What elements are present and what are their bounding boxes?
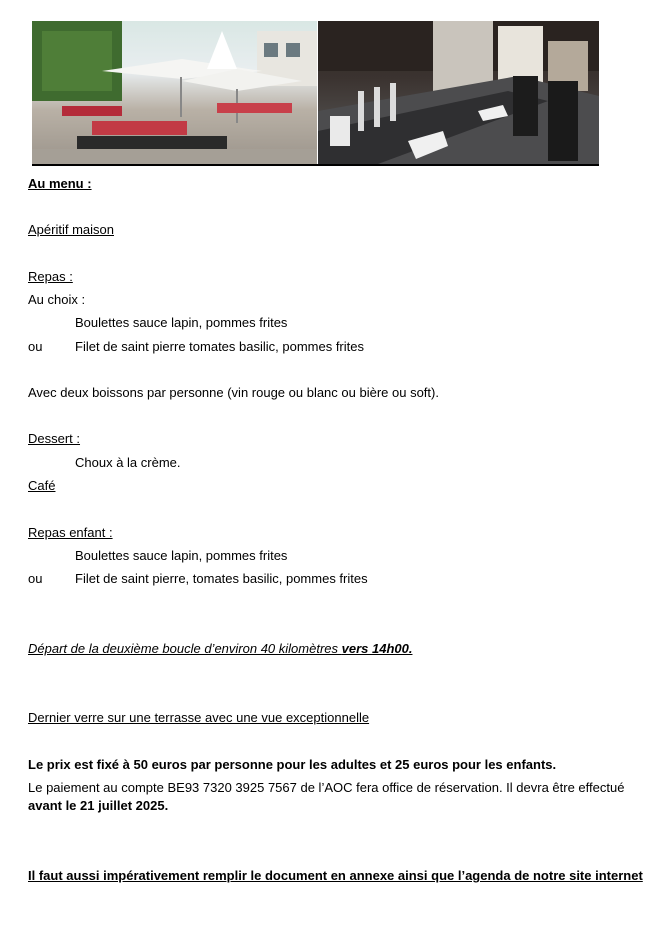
deadline-line: avant le 21 juillet 2025. [28,798,169,813]
au-choix-label: Au choix : [28,292,86,307]
enfant-choice-2: Filet de saint pierre, tomates basilic, pommes frites [75,571,368,586]
drinks-line: Avec deux boissons par personne (vin rouge ou blanc ou bière ou soft). [28,385,439,400]
dining-room-photo [318,21,599,164]
aperitif-line: Apéritif maison [28,222,114,237]
header-rule [32,164,599,166]
dessert-title: Dessert : [28,431,81,446]
enfant-title: Repas enfant : [28,525,113,540]
annexe-line: Il faut aussi impérativement remplir le document en annexe ainsi que l’agenda de notre site internet [28,868,643,883]
cafe-line: Café [28,478,56,493]
dessert-item: Choux à la crème. [75,455,181,470]
dining-illustration [318,21,599,164]
choice-2: Filet de saint pierre tomates basilic, pommes frites [75,339,364,354]
prix-line: Le prix est fixé à 50 euros par personne pour les adultes et 25 euros pour les enfants. [28,757,557,772]
menu-title: Au menu : [28,176,92,191]
terrace-illustration [32,21,317,164]
depart-text: Départ de la deuxième boucle d’environ 40 kilomètres [28,641,342,656]
or-label-2: ou [28,571,43,586]
paiement-line: Le paiement au compte BE93 7320 3925 7567 de l’AOC fera office de réservation. Il devra être effectué [28,780,625,795]
enfant-choice-1: Boulettes sauce lapin, pommes frites [75,548,288,563]
depart-line [28,641,412,657]
repas-title: Repas : [28,269,73,284]
choice-1: Boulettes sauce lapin, pommes frites [75,315,288,330]
depart-time: vers 14h00. [341,641,413,656]
dernier-verre-line: Dernier verre sur une terrasse avec une vue exceptionnelle [28,710,370,725]
or-label-1: ou [28,339,43,354]
terrace-photo [32,21,317,164]
